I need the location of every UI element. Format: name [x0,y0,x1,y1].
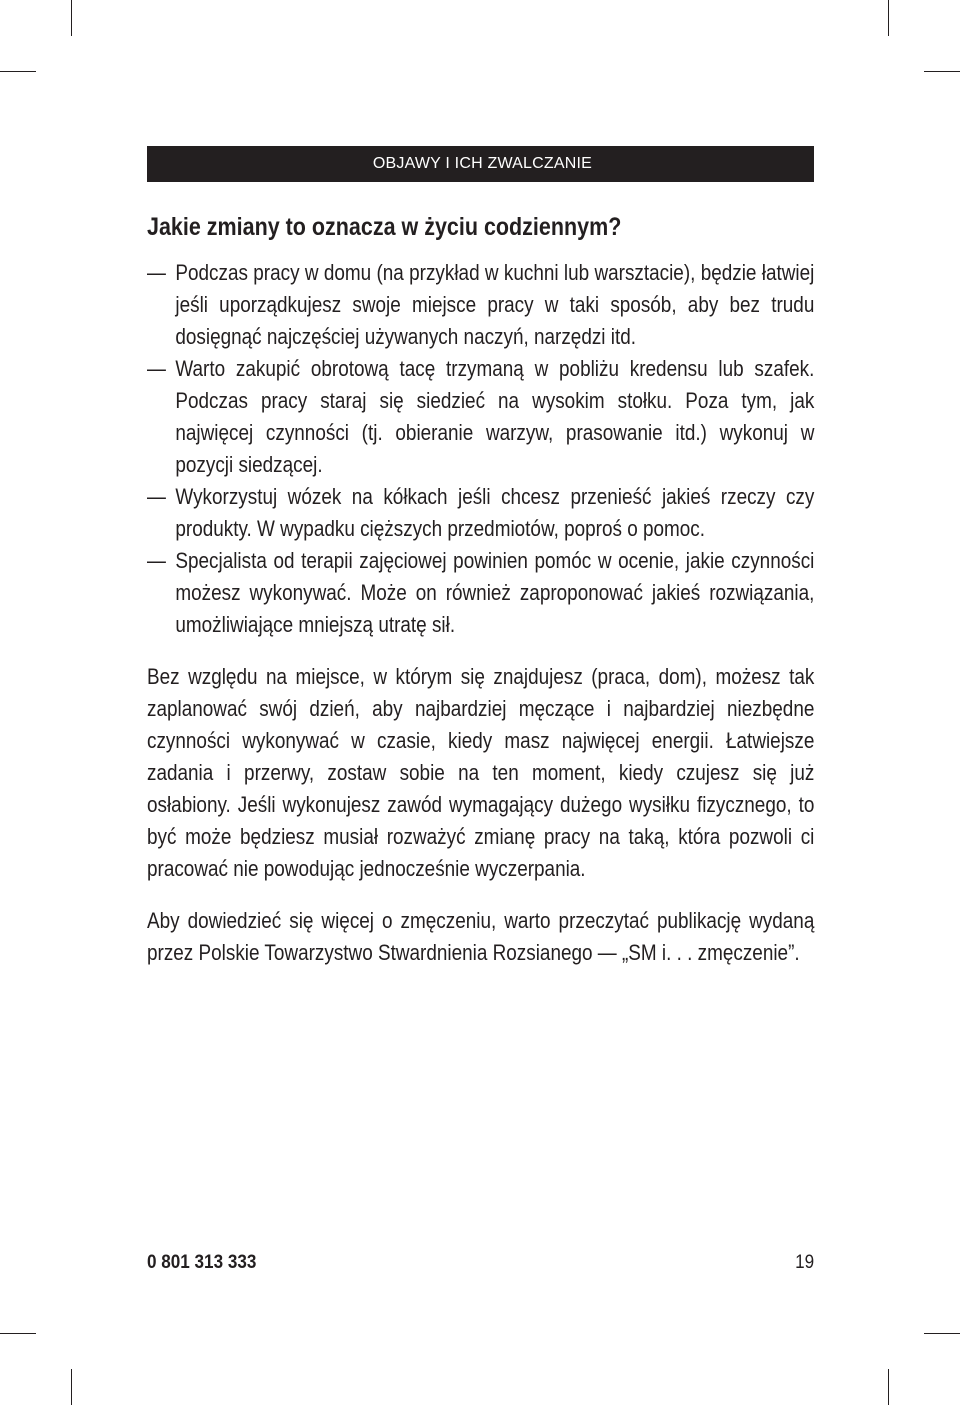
crop-mark [888,0,889,36]
list-item [147,481,814,545]
crop-mark [71,1369,72,1405]
crop-mark [888,1369,889,1405]
list-item [147,545,814,641]
dash-marker: — [147,548,166,573]
crop-mark [924,1333,960,1334]
list-item-text: Specjalista od terapii zajęciowej powinien pomóc w ocenie, jakie czynności możesz wykonywać. Może on również zaproponować jakieś rozwiązania, umożliwiające mniejszą utratę sił. [175,548,815,637]
list-item-text: Podczas pracy w domu (na przykład w kuchni lub warsztacie), będzie łatwiej jeśli uporządkujesz swoje miejsce pracy w taki sposób, aby bez trudu dosięgnąć najczęściej używanych naczyń, narzędzi itd. [175,260,815,349]
list-item [147,353,814,481]
list-item-text: Warto zakupić obrotową tacę trzymaną w pobliżu kredensu lub szafek. Podczas pracy staraj się siedzieć na wysokim stołku. Poza tym, jak najwięcej czynności (tj. obieranie warzyw, prasowanie itd.) wykonuj w pozycji siedzącej. [175,356,815,477]
footer-phone-number: 0 801 313 333 [147,1252,257,1273]
bullet-list [147,257,814,641]
crop-mark [924,71,960,72]
page-number: 19 [794,1252,814,1273]
dash-marker: — [147,260,166,285]
body-paragraph: Bez względu na miejsce, w którym się znajdujesz (praca, dom), możesz tak zaplanować swój dzień, aby najbardziej męczące i najbardziej niezbędne czynności wykonywać w czasie, kiedy masz najwięcej energii. Łatwiejsze zadania i przerwy, zostaw sobie na ten moment, kiedy czujesz się już osłabiony. Jeśli wykonujesz zawód wymagający dużego wysiłku fizycznego, to być może będziesz musiał rozważyć zmianę pracy na taką, która pozwoli ci pracować nie powodując jednocześnie wyczerpania. [147,664,815,881]
crop-mark [0,1333,36,1334]
body-paragraph: Aby dowiedzieć się więcej o zmęczeniu, warto przeczytać publikację wydaną przez Polskie Towarzystwo Stwardnienia Rozsianego — „SM i. . . zmęczenie”. [147,908,815,965]
list-item [147,257,814,353]
section-header-bar [147,146,814,182]
section-title: OBJAWY I ICH ZWALCZANIE [372,155,592,172]
dash-marker: — [147,356,166,381]
list-item-text: Wykorzystuj wózek na kółkach jeśli chcesz przenieść jakieś rzeczy czy produkty. W wypadku cięższych przedmiotów, poproś o pomoc. [175,484,815,541]
text-block [147,257,814,969]
page-content [147,257,814,969]
crop-mark [71,0,72,36]
page-heading: Jakie zmiany to oznacza w życiu codziennym? [147,213,622,241]
crop-mark [0,71,36,72]
dash-marker: — [147,484,166,509]
